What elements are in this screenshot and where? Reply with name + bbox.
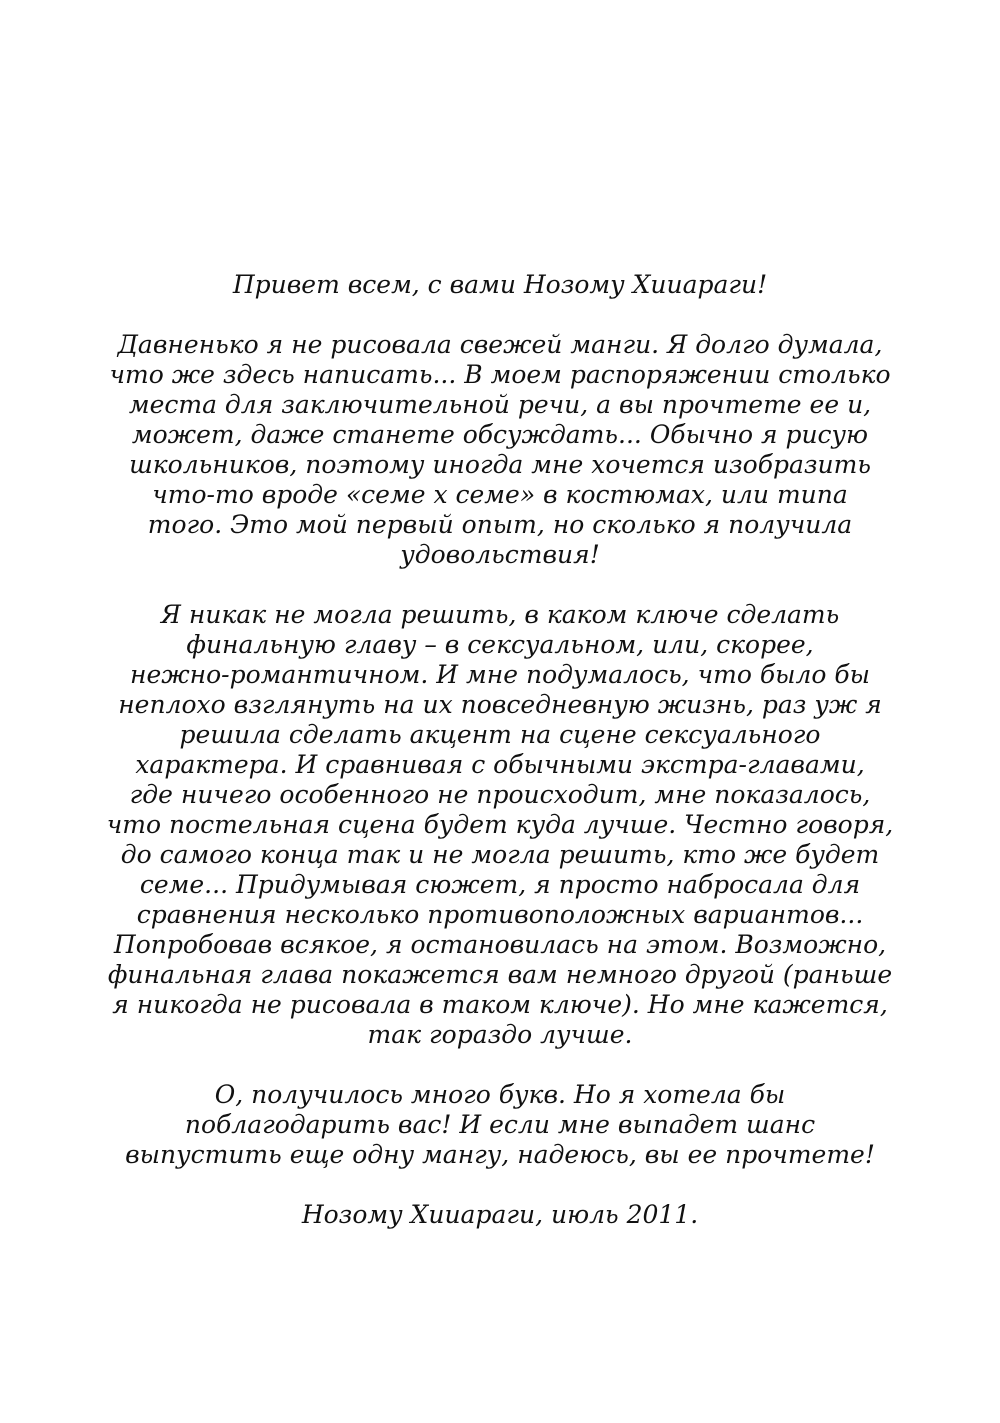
text-line: так гораздо лучше. <box>367 1020 633 1049</box>
text-line: Давненько я не рисовала свежей манги. Я долго думала, <box>117 330 883 359</box>
paragraph-3 <box>80 1080 920 1170</box>
text-line: удовольствия! <box>400 540 600 569</box>
text-line: где ничего особенного не происходит, мне показалось, <box>129 780 871 809</box>
text-line: что-то вроде «семе х семе» в костюмах, или типа <box>152 480 848 509</box>
text-line: характера. И сравнивая с обычными экстра-главами, <box>135 750 865 779</box>
text-line: решила сделать акцент на сцене сексуального <box>179 720 821 749</box>
text-line: может, даже станете обсуждать... Обычно я рисую <box>131 420 869 449</box>
afterword-text <box>80 270 920 1230</box>
text-line: школьников, поэтому иногда мне хочется изобразить <box>129 450 871 479</box>
signature-line: Нозому Хииараги, июль 2011. <box>301 1200 699 1229</box>
text-line: нежно-романтичном. И мне подумалось, что было бы <box>129 660 870 689</box>
text-line: до самого конца так и не могла решить, кто же будет <box>120 840 880 869</box>
text-line: я никогда не рисовала в таком ключе). Но мне кажется, <box>112 990 888 1019</box>
text-line: выпустить еще одну мангу, надеюсь, вы ее прочтете! <box>125 1140 875 1169</box>
paragraph-1 <box>80 330 920 570</box>
text-line: того. Это мой первый опыт, но сколько я получила <box>147 510 853 539</box>
text-line: что же здесь написать... В моем распоряжении столько <box>109 360 891 389</box>
text-line: семе... Придумывая сюжет, я просто набросала для <box>139 870 861 899</box>
text-line: неплохо взглянуть на их повседневную жизнь, раз уж я <box>118 690 882 719</box>
text-line: финальная глава покажется вам немного другой (раньше <box>107 960 893 989</box>
text-line: сравнения несколько противоположных вариантов... <box>136 900 864 929</box>
text-line: что постельная сцена будет куда лучше. Честно говоря, <box>106 810 894 839</box>
text-line: места для заключительной речи, а вы прочтете ее и, <box>128 390 872 419</box>
text-line: Я никак не могла решить, в каком ключе сделать <box>160 600 840 629</box>
text-line: финальную главу – в сексуальном, или, скорее, <box>186 630 814 659</box>
text-line: Попробовав всякое, я остановилась на этом. Возможно, <box>113 930 887 959</box>
greeting-line: Привет всем, с вами Нозому Хииараги! <box>232 270 768 299</box>
text-line: поблагодарить вас! И если мне выпадет шанс <box>184 1110 816 1139</box>
text-line: О, получилось много букв. Но я хотела бы <box>214 1080 786 1109</box>
paragraph-2 <box>80 600 920 1050</box>
